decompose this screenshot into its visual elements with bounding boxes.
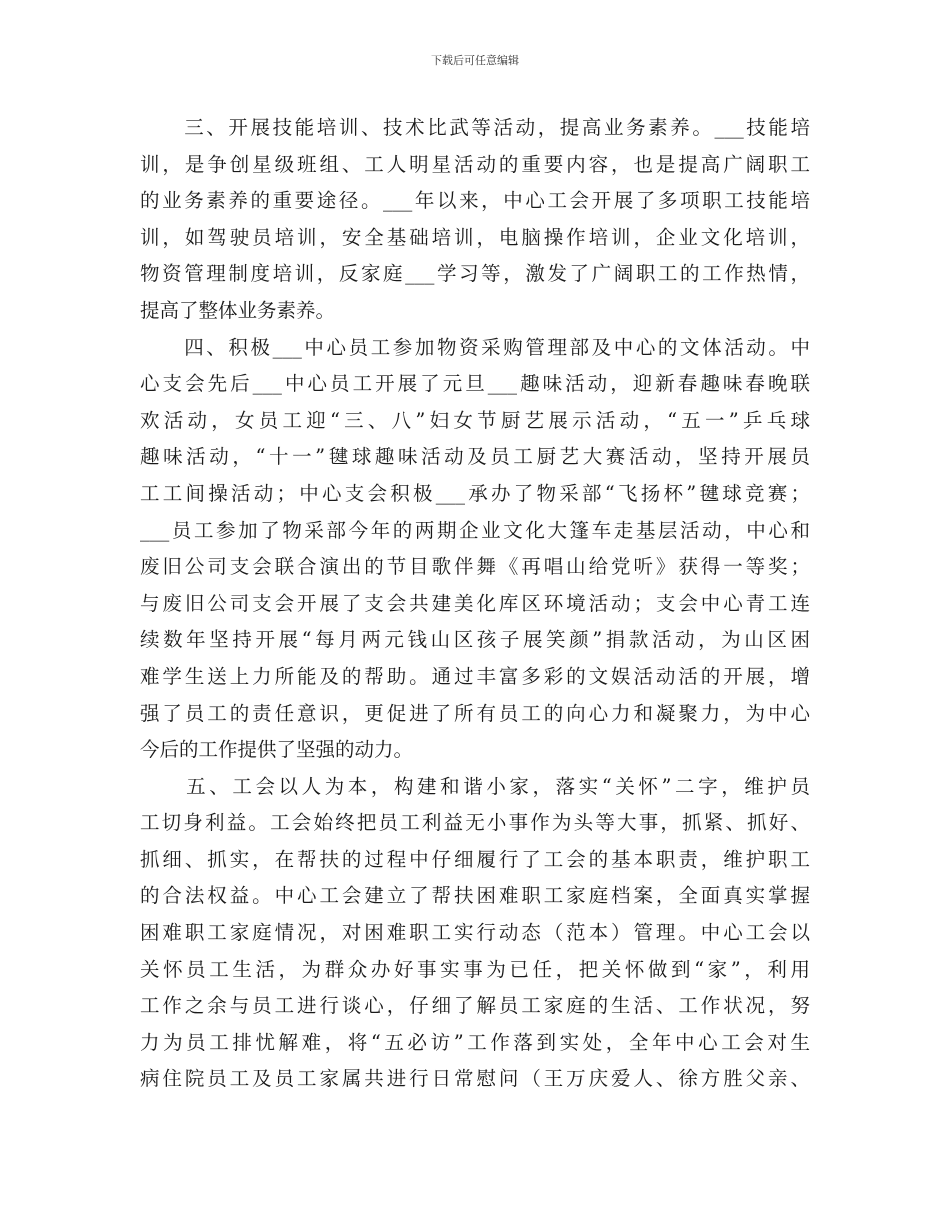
body-text (140, 110, 810, 1098)
text-line: 五、工会以人为本，构建和谐小家，落实“关怀”二字，维护员 (140, 774, 810, 798)
text-line: ___员工参加了物采部今年的两期企业文化大篷车走基层活动，中心和 (140, 518, 810, 542)
text-line: 心支会先后___中心员工开展了元旦___趣味活动，迎新春趣味春晚联 (140, 372, 810, 396)
text-line: 工工间操活动；中心支会积极___承办了物采部“飞扬杯”毽球竞赛； (140, 481, 810, 505)
text-line: 工切身利益。工会始终把员工利益无小事作为头等大事，抓紧、抓好、 (140, 811, 810, 835)
text-line: 废旧公司支会联合演出的节目歌伴舞《再唱山给党听》获得一等奖； (140, 555, 810, 579)
text-line: 物资管理制度培训，反家庭___学习等，激发了广阔职工的工作热情， (140, 262, 810, 286)
text-line: 训，如驾驶员培训，安全基础培训，电脑操作培训，企业文化培训， (140, 225, 810, 249)
text-line: 欢活动，女员工迎“三、八”妇女节厨艺展示活动，“五一”乒乓球 (140, 408, 810, 432)
text-line: 强了员工的责任意识，更促进了所有员工的向心力和凝聚力，为中心 (140, 701, 810, 725)
text-line: 今后的工作提供了坚强的动力。 (140, 738, 414, 762)
page-header: 下载后可任意编辑 (431, 54, 519, 67)
text-line: 三、开展技能培训、技术比武等活动，提高业务素养。___技能培 (140, 116, 810, 139)
text-line: 工作之余与员工进行谈心，仔细了解员工家庭的生活、工作状况，努 (140, 994, 810, 1018)
text-line: 四、积极___中心员工参加物资采购管理部及中心的文体活动。中 (140, 335, 810, 359)
text-line: 与废旧公司支会开展了支会共建美化库区环境活动；支会中心青工连 (140, 591, 810, 615)
text-line: 难学生送上力所能及的帮助。通过丰富多彩的文娱活动活的开展，增 (140, 664, 810, 688)
text-line: 关怀员工生活，为群众办好事实事为已任，把关怀做到“家”，利用 (140, 957, 810, 981)
text-line: 提高了整体业务素养。 (140, 298, 336, 322)
text-line: 困难职工家庭情况，对困难职工实行动态（范本）管理。中心工会以 (140, 921, 810, 945)
text-line: 趣味活动，“十一”毽球趣味活动及员工厨艺大赛活动，坚持开展员 (140, 445, 810, 469)
text-line: 的业务素养的重要途径。___年以来，中心工会开展了多项职工技能培 (140, 189, 810, 213)
text-line: 续数年坚持开展“每月两元钱山区孩子展笑颜”捐款活动，为山区困 (140, 628, 810, 652)
text-line: 抓细、抓实，在帮扶的过程中仔细履行了工会的基本职责，维护职工 (140, 847, 810, 871)
text-line: 训，是争创星级班组、工人明星活动的重要内容，也是提高广阔职工 (140, 152, 810, 176)
text-line: 的合法权益。中心工会建立了帮扶困难职工家庭档案，全面真实掌握 (140, 884, 810, 908)
text-line: 病住院员工及员工家属共进行日常慰问（王万庆爱人、徐方胜父亲、 (140, 1067, 810, 1091)
text-line: 力为员工排忧解难，将“五必访”工作落到实处，全年中心工会对生 (140, 1030, 810, 1054)
